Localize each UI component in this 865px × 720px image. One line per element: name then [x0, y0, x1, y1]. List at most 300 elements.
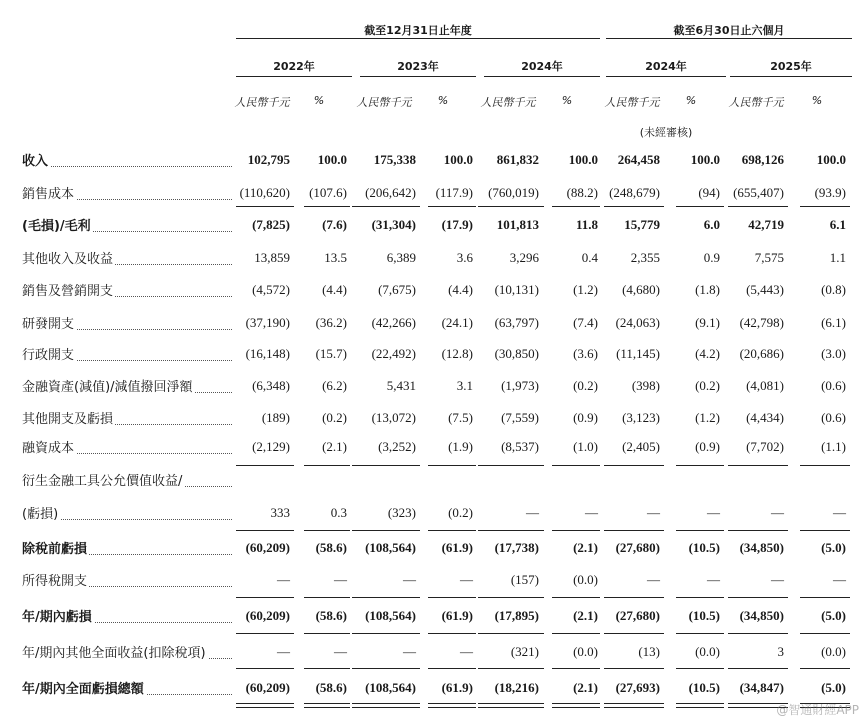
cell-rmb-2025-6m: (20,686)	[739, 346, 784, 361]
cell-pct-2024-6m: (10.5)	[688, 680, 720, 695]
cell-rmb-2025-6m: 7,575	[754, 250, 784, 265]
row-label-text: 年/期內虧損	[22, 610, 92, 625]
unit-pct-2024-fy: %	[561, 94, 573, 107]
cell-rmb-2022: (2,129)	[252, 439, 290, 454]
cell-pct-2024-6m: 100.0	[690, 152, 720, 167]
cell-rmb-2023: (323)	[387, 505, 416, 520]
table-row	[0, 503, 865, 527]
cell-rmb-2023: (108,564)	[365, 540, 416, 555]
year-header-2024-fy: 2024年	[521, 60, 563, 73]
cell-rmb-2025-6m: (34,850)	[739, 540, 784, 555]
cell-rmb-2024-fy: (760,019)	[488, 185, 539, 200]
row-label-text: 金融資產(減值)/減值撥回淨額	[22, 380, 193, 395]
single-underline	[728, 668, 788, 669]
double-underline	[676, 703, 724, 708]
cell-pct-2023: (61.9)	[441, 608, 473, 623]
cell-rmb-2025-6m: —	[771, 572, 784, 587]
cell-rmb-2025-6m: (7,702)	[746, 439, 784, 454]
single-underline	[236, 206, 294, 207]
single-underline	[478, 668, 544, 669]
year-header-2023: 2023年	[397, 60, 439, 73]
cell-rmb-2023: 175,338	[373, 152, 416, 167]
cell-pct-2023: (117.9)	[435, 185, 473, 200]
cell-rmb-2024-6m: 2,355	[630, 250, 660, 265]
row-label-text: 其他開支及虧損	[22, 412, 114, 427]
row-label-text: 其他收入及收益	[22, 252, 114, 267]
cell-rmb-2022: 102,795	[247, 152, 290, 167]
single-underline	[728, 633, 788, 634]
cell-rmb-2022: (37,190)	[245, 315, 290, 330]
dotted-leader	[22, 166, 232, 167]
year-rule-2025-6m	[730, 76, 852, 77]
cell-pct-2022: 100.0	[317, 152, 347, 167]
single-underline	[728, 206, 788, 207]
cell-rmb-2024-fy: 3,296	[509, 250, 539, 265]
single-underline	[478, 465, 544, 466]
cell-pct-2024-6m: (0.9)	[695, 439, 720, 454]
single-underline	[676, 597, 724, 598]
cell-rmb-2025-6m: —	[771, 505, 784, 520]
cell-pct-2023: —	[460, 572, 473, 587]
single-underline	[552, 597, 600, 598]
unit-pct-2024-6m: %	[685, 94, 697, 107]
single-underline	[304, 633, 350, 634]
cell-rmb-2025-6m: (655,407)	[733, 185, 784, 200]
single-underline	[800, 530, 850, 531]
cell-pct-2024-fy: 0.4	[581, 250, 598, 265]
cell-rmb-2022: (60,209)	[245, 540, 290, 555]
cell-rmb-2024-fy: (157)	[510, 572, 539, 587]
cell-pct-2024-fy: (0.0)	[573, 572, 598, 587]
single-underline	[428, 668, 476, 669]
header-group-fiscal-year: 截至12月31日止年度	[364, 24, 472, 37]
single-underline	[604, 597, 664, 598]
cell-rmb-2025-6m: (34,850)	[739, 608, 784, 623]
cell-rmb-2023: (3,252)	[378, 439, 416, 454]
single-underline	[676, 668, 724, 669]
table-row	[0, 280, 865, 304]
cell-rmb-2024-6m: (4,680)	[622, 282, 660, 297]
cell-pct-2022: 13.5	[324, 250, 347, 265]
cell-pct-2024-6m: (94)	[698, 185, 720, 200]
double-underline	[428, 703, 476, 708]
cell-pct-2024-fy: (1.0)	[573, 439, 598, 454]
table-row	[0, 678, 865, 702]
cell-pct-2023: 100.0	[443, 152, 473, 167]
table-row	[0, 570, 865, 594]
cell-pct-2022: (2.1)	[322, 439, 347, 454]
unit-pct-2023: %	[437, 94, 449, 107]
cell-rmb-2024-6m: (2,405)	[622, 439, 660, 454]
table-row	[0, 344, 865, 368]
table-row	[0, 437, 865, 461]
cell-pct-2025-6m: (5.0)	[821, 608, 846, 623]
row-label-text: 衍生金融工具公允價值收益/	[22, 474, 183, 489]
unit-rmb-2024-fy: 人民幣千元	[480, 96, 536, 109]
row-label-text: 銷售成本	[22, 187, 75, 202]
row-label	[22, 678, 232, 698]
year-header-2022: 2022年	[273, 60, 315, 73]
cell-pct-2023: —	[460, 644, 473, 659]
cell-rmb-2024-fy: (63,797)	[494, 315, 539, 330]
single-underline	[236, 597, 294, 598]
cell-rmb-2023: —	[403, 572, 416, 587]
cell-pct-2022: (7.6)	[322, 217, 347, 232]
single-underline	[236, 668, 294, 669]
cell-rmb-2023: 6,389	[386, 250, 416, 265]
cell-pct-2024-fy: 100.0	[568, 152, 598, 167]
cell-pct-2022: —	[334, 572, 347, 587]
cell-rmb-2023: (108,564)	[365, 608, 416, 623]
row-label-text: 年/期內其他全面收益(扣除稅項)	[22, 646, 206, 661]
cell-pct-2024-6m: —	[707, 505, 720, 520]
cell-pct-2022: (58.6)	[315, 608, 347, 623]
single-underline	[236, 633, 294, 634]
cell-pct-2024-fy: (0.0)	[573, 644, 598, 659]
row-label-text: 行政開支	[22, 348, 75, 363]
single-underline	[676, 530, 724, 531]
cell-pct-2023: (0.2)	[448, 505, 473, 520]
cell-rmb-2025-6m: (4,434)	[746, 410, 784, 425]
double-underline	[478, 703, 544, 708]
cell-rmb-2024-fy: (17,895)	[494, 608, 539, 623]
row-label-text: 收入	[22, 154, 49, 169]
unit-pct-2022: %	[313, 94, 325, 107]
cell-pct-2022: —	[334, 644, 347, 659]
table-row	[0, 376, 865, 400]
unit-pct-2025-6m: %	[811, 94, 823, 107]
cell-rmb-2022: —	[277, 644, 290, 659]
row-label-text: 融資成本	[22, 441, 75, 456]
row-label	[22, 503, 232, 523]
cell-rmb-2024-fy: (17,738)	[494, 540, 539, 555]
unaudited-note: (未經審核)	[639, 126, 693, 139]
row-label	[22, 150, 232, 170]
cell-pct-2024-fy: (2.1)	[573, 680, 598, 695]
row-label-text: (毛損)/毛利	[22, 219, 91, 234]
cell-rmb-2025-6m: (4,081)	[746, 378, 784, 393]
single-underline	[352, 530, 420, 531]
single-underline	[676, 633, 724, 634]
cell-pct-2024-fy: —	[585, 505, 598, 520]
double-underline	[352, 703, 420, 708]
cell-pct-2025-6m: (3.0)	[821, 346, 846, 361]
single-underline	[478, 597, 544, 598]
cell-pct-2022: (107.6)	[309, 185, 347, 200]
row-label	[22, 344, 232, 364]
row-label	[22, 470, 232, 490]
header-group-six-months-rule	[606, 38, 852, 39]
row-label	[22, 606, 232, 626]
row-label	[22, 570, 232, 590]
year-rule-2022	[236, 76, 352, 77]
cell-rmb-2023: (42,266)	[371, 315, 416, 330]
cell-rmb-2024-fy: (8,537)	[501, 439, 539, 454]
single-underline	[552, 206, 600, 207]
cell-rmb-2023: 5,431	[386, 378, 416, 393]
cell-pct-2024-6m: —	[707, 572, 720, 587]
unit-rmb-2023: 人民幣千元	[356, 96, 412, 109]
cell-pct-2023: (12.8)	[441, 346, 473, 361]
cell-pct-2022: (15.7)	[315, 346, 347, 361]
header-group-six-months: 截至6月30日止六個月	[673, 24, 785, 37]
unit-rmb-2024-6m: 人民幣千元	[604, 96, 660, 109]
double-underline	[236, 703, 294, 708]
cell-pct-2025-6m: (5.0)	[821, 680, 846, 695]
cell-rmb-2024-6m: (398)	[631, 378, 660, 393]
single-underline	[604, 668, 664, 669]
cell-rmb-2024-6m: (24,063)	[615, 315, 660, 330]
double-underline	[304, 703, 350, 708]
single-underline	[552, 668, 600, 669]
cell-pct-2025-6m: (0.0)	[821, 644, 846, 659]
cell-pct-2025-6m: (93.9)	[814, 185, 846, 200]
cell-pct-2022: 0.3	[330, 505, 347, 520]
cell-pct-2022: (0.2)	[322, 410, 347, 425]
cell-rmb-2024-6m: 264,458	[617, 152, 660, 167]
cell-rmb-2022: 13,859	[254, 250, 290, 265]
cell-rmb-2022: (60,209)	[245, 608, 290, 623]
cell-pct-2024-fy: 11.8	[575, 217, 598, 232]
cell-pct-2024-fy: (3.6)	[573, 346, 598, 361]
cell-pct-2025-6m: —	[833, 572, 846, 587]
single-underline	[304, 668, 350, 669]
cell-pct-2024-6m: (10.5)	[688, 540, 720, 555]
table-row	[0, 642, 865, 666]
cell-rmb-2022: (16,148)	[245, 346, 290, 361]
cell-rmb-2022: (7,825)	[252, 217, 290, 232]
cell-rmb-2022: (4,572)	[252, 282, 290, 297]
single-underline	[478, 530, 544, 531]
cell-pct-2024-fy: (0.2)	[573, 378, 598, 393]
year-rule-2024-6m	[606, 76, 726, 77]
cell-pct-2024-fy: (0.9)	[573, 410, 598, 425]
table-row	[0, 470, 865, 494]
table-row	[0, 248, 865, 272]
cell-rmb-2025-6m: 698,126	[741, 152, 784, 167]
row-label	[22, 248, 232, 268]
cell-pct-2023: 3.6	[456, 250, 473, 265]
row-label	[22, 280, 232, 300]
single-underline	[676, 465, 724, 466]
single-underline	[552, 465, 600, 466]
cell-pct-2023: (7.5)	[448, 410, 473, 425]
single-underline	[352, 633, 420, 634]
row-label	[22, 376, 232, 396]
cell-rmb-2023: (13,072)	[371, 410, 416, 425]
cell-pct-2023: (4.4)	[448, 282, 473, 297]
cell-rmb-2024-6m: (27,693)	[615, 680, 660, 695]
row-label-text: 研發開支	[22, 317, 75, 332]
single-underline	[728, 597, 788, 598]
cell-pct-2025-6m: (5.0)	[821, 540, 846, 555]
cell-pct-2025-6m: 100.0	[816, 152, 846, 167]
single-underline	[352, 668, 420, 669]
cell-pct-2023: 3.1	[456, 378, 473, 393]
table-row	[0, 606, 865, 630]
cell-rmb-2024-fy: (1,973)	[501, 378, 539, 393]
cell-rmb-2025-6m: (42,798)	[739, 315, 784, 330]
row-label	[22, 437, 232, 457]
single-underline	[352, 206, 420, 207]
cell-rmb-2025-6m: (34,847)	[739, 680, 784, 695]
row-label	[22, 215, 232, 235]
cell-pct-2024-6m: 0.9	[703, 250, 720, 265]
cell-rmb-2024-fy: (321)	[510, 644, 539, 659]
double-underline	[552, 703, 600, 708]
cell-rmb-2025-6m: 42,719	[748, 217, 784, 232]
row-label-text: 年/期內全面虧損總額	[22, 682, 144, 697]
year-header-2025-6m: 2025年	[770, 60, 812, 73]
cell-pct-2022: (58.6)	[315, 540, 347, 555]
cell-pct-2023: (1.9)	[448, 439, 473, 454]
cell-rmb-2022: —	[277, 572, 290, 587]
cell-pct-2023: (61.9)	[441, 540, 473, 555]
cell-pct-2024-fy: (1.2)	[573, 282, 598, 297]
cell-rmb-2023: (206,642)	[365, 185, 416, 200]
single-underline	[304, 206, 350, 207]
single-underline	[236, 530, 294, 531]
cell-rmb-2024-fy: 101,813	[496, 217, 539, 232]
row-label	[22, 538, 232, 558]
cell-pct-2024-fy: (2.1)	[573, 540, 598, 555]
cell-pct-2025-6m: 1.1	[829, 250, 846, 265]
cell-pct-2024-fy: (88.2)	[566, 185, 598, 200]
cell-rmb-2024-6m: 15,779	[624, 217, 660, 232]
single-underline	[552, 633, 600, 634]
cell-rmb-2024-6m: (248,679)	[609, 185, 660, 200]
cell-pct-2022: (36.2)	[315, 315, 347, 330]
single-underline	[304, 530, 350, 531]
cell-pct-2023: (61.9)	[441, 680, 473, 695]
cell-rmb-2024-fy: (7,559)	[501, 410, 539, 425]
table-row	[0, 538, 865, 562]
cell-rmb-2023: (31,304)	[371, 217, 416, 232]
single-underline	[604, 465, 664, 466]
cell-rmb-2024-6m: (27,680)	[615, 540, 660, 555]
single-underline	[428, 597, 476, 598]
single-underline	[604, 633, 664, 634]
cell-pct-2025-6m: (0.6)	[821, 410, 846, 425]
cell-pct-2022: (58.6)	[315, 680, 347, 695]
single-underline	[478, 633, 544, 634]
row-label	[22, 642, 232, 662]
cell-rmb-2023: —	[403, 644, 416, 659]
cell-rmb-2024-6m: —	[647, 572, 660, 587]
single-underline	[728, 530, 788, 531]
single-underline	[352, 597, 420, 598]
single-underline	[428, 530, 476, 531]
cell-pct-2025-6m: (1.1)	[821, 439, 846, 454]
cell-pct-2024-6m: (0.0)	[695, 644, 720, 659]
cell-rmb-2024-6m: —	[647, 505, 660, 520]
cell-pct-2025-6m: (6.1)	[821, 315, 846, 330]
single-underline	[428, 633, 476, 634]
single-underline	[428, 465, 476, 466]
cell-pct-2024-fy: (7.4)	[573, 315, 598, 330]
single-underline	[352, 465, 420, 466]
year-header-2024-6m: 2024年	[645, 60, 687, 73]
single-underline	[604, 206, 664, 207]
single-underline	[304, 465, 350, 466]
cell-rmb-2024-fy: —	[526, 505, 539, 520]
cell-rmb-2022: (60,209)	[245, 680, 290, 695]
cell-pct-2024-6m: (4.2)	[695, 346, 720, 361]
cell-rmb-2024-6m: (27,680)	[615, 608, 660, 623]
cell-rmb-2023: (22,492)	[371, 346, 416, 361]
cell-pct-2022: (6.2)	[322, 378, 347, 393]
single-underline	[800, 206, 850, 207]
cell-rmb-2022: (110,620)	[239, 185, 290, 200]
row-label-text: (虧損)	[22, 507, 59, 522]
row-label	[22, 313, 232, 333]
unit-rmb-2025-6m: 人民幣千元	[728, 96, 784, 109]
cell-pct-2025-6m: —	[833, 505, 846, 520]
table-row	[0, 215, 865, 239]
single-underline	[728, 465, 788, 466]
table-row	[0, 183, 865, 207]
cell-pct-2024-6m: (9.1)	[695, 315, 720, 330]
row-label-text: 所得稅開支	[22, 574, 88, 589]
table-row	[0, 313, 865, 337]
year-rule-2023	[360, 76, 476, 77]
double-underline	[604, 703, 664, 708]
cell-rmb-2023: (7,675)	[378, 282, 416, 297]
cell-rmb-2024-fy: 861,832	[496, 152, 539, 167]
row-label	[22, 183, 232, 203]
cell-pct-2024-6m: (1.2)	[695, 410, 720, 425]
single-underline	[236, 465, 294, 466]
unit-rmb-2022: 人民幣千元	[234, 96, 290, 109]
single-underline	[604, 530, 664, 531]
header-group-fiscal-year-rule	[236, 38, 600, 39]
cell-pct-2024-6m: (0.2)	[695, 378, 720, 393]
cell-rmb-2023: (108,564)	[365, 680, 416, 695]
single-underline	[800, 597, 850, 598]
year-rule-2024-fy	[484, 76, 600, 77]
single-underline	[800, 633, 850, 634]
cell-rmb-2022: (189)	[261, 410, 290, 425]
cell-pct-2022: (4.4)	[322, 282, 347, 297]
cell-rmb-2022: (6,348)	[252, 378, 290, 393]
single-underline	[800, 465, 850, 466]
cell-rmb-2024-fy: (10,131)	[494, 282, 539, 297]
cell-pct-2023: (17.9)	[441, 217, 473, 232]
single-underline	[552, 530, 600, 531]
row-label-text: 除稅前虧損	[22, 542, 88, 557]
cell-pct-2024-fy: (2.1)	[573, 608, 598, 623]
cell-rmb-2022: 333	[270, 505, 290, 520]
watermark-logo: @智通財經APP	[776, 703, 859, 717]
cell-rmb-2025-6m: (5,443)	[746, 282, 784, 297]
cell-rmb-2024-6m: (13)	[638, 644, 660, 659]
row-label-text: 銷售及營銷開支	[22, 284, 114, 299]
cell-pct-2025-6m: (0.8)	[821, 282, 846, 297]
cell-pct-2025-6m: 6.1	[829, 217, 846, 232]
single-underline	[800, 668, 850, 669]
cell-pct-2023: (24.1)	[441, 315, 473, 330]
cell-rmb-2024-6m: (3,123)	[622, 410, 660, 425]
single-underline	[304, 597, 350, 598]
single-underline	[428, 206, 476, 207]
cell-rmb-2024-fy: (18,216)	[494, 680, 539, 695]
single-underline	[478, 206, 544, 207]
single-underline	[676, 206, 724, 207]
cell-rmb-2024-6m: (11,145)	[616, 346, 660, 361]
row-label	[22, 408, 232, 428]
table-row	[0, 408, 865, 432]
cell-pct-2024-6m: 6.0	[703, 217, 720, 232]
